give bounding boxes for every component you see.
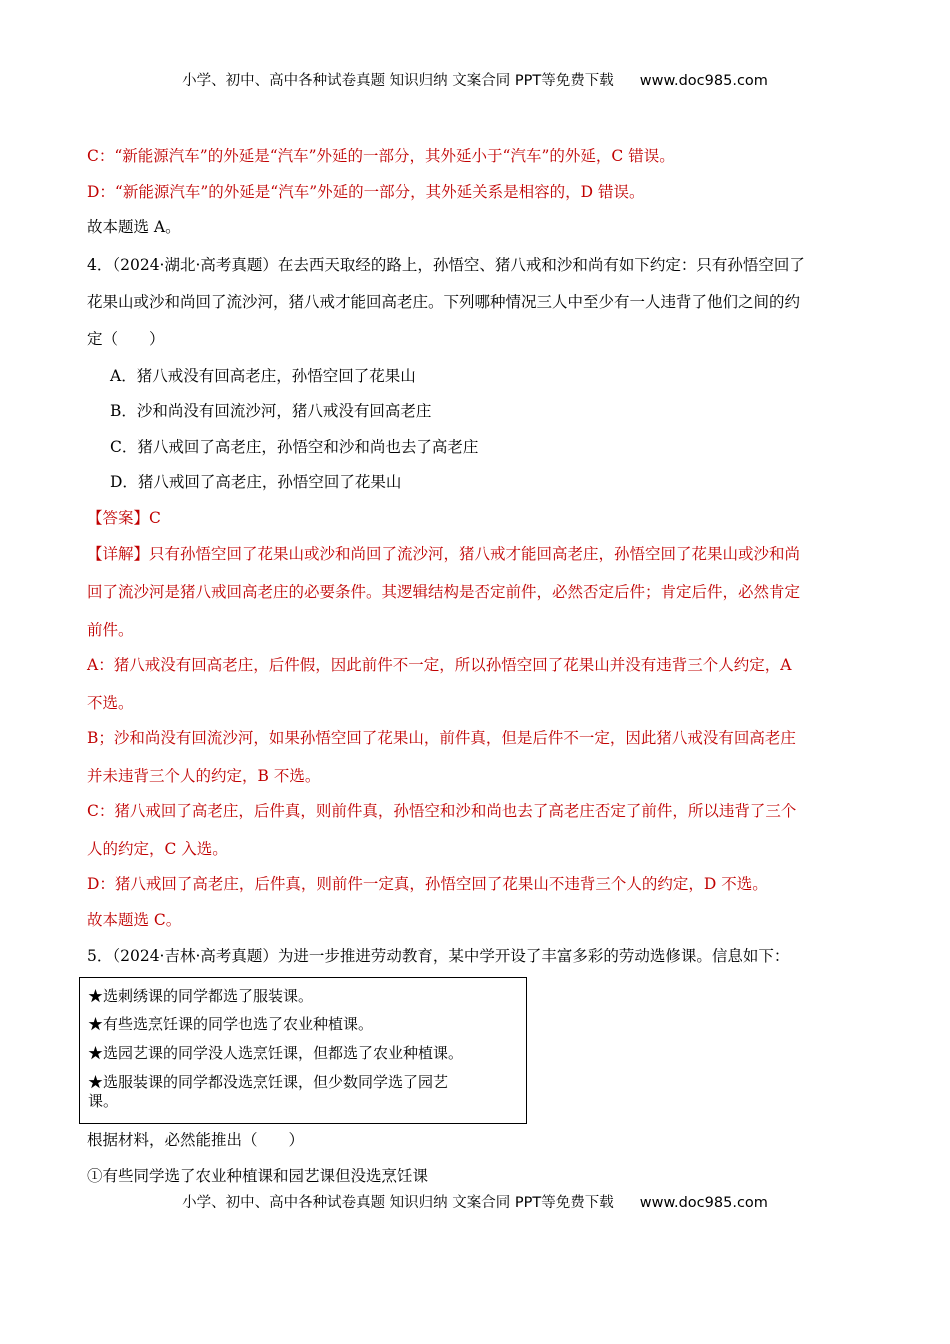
q4-detail-line6: B；沙和尚没有回流沙河，如果孙悟空回了花果山，前件真，但是后件不一定，因此猪八戒没有回高老庄: [87, 729, 796, 747]
q4-detail-line3: 前件。: [87, 621, 134, 639]
prev-option-c-explanation: C：“新能源汽车”的外延是“汽车”外延的一部分，其外延小于“汽车”的外延，C 错误。: [87, 147, 675, 165]
q4-detail-line4: A：猪八戒没有回高老庄，后件假，因此前件不一定，所以孙悟空回了花果山并没有违背三个人约定，A: [87, 656, 792, 674]
q4-detail-line11: 故本题选 C。: [87, 911, 182, 929]
header-text: 小学、初中、高中各种试卷真题 知识归纳 文案合同 PPT等免费下载: [182, 73, 614, 89]
q5-info-item4: ★选服装课的同学都没选烹饪课，但少数同学选了园艺: [88, 1073, 449, 1091]
q5-stem-line1: 5．（2024·吉林·高考真题）为进一步推进劳动教育，某中学开设了丰富多彩的劳动选修课。信息如下：: [87, 947, 790, 965]
q4-detail-line8: C：猪八戒回了高老庄，后件真，则前件真，孙悟空和沙和尚也去了高老庄否定了前件，所以违背了三个: [87, 802, 797, 820]
q5-info-box: [79, 977, 527, 1124]
q4-stem-line1: 4．（2024·湖北·高考真题）在去西天取经的路上，孙悟空、猪八戒和沙和尚有如下约定：只有孙悟空回了: [87, 256, 805, 274]
page-footer: [0, 1191, 950, 1212]
q4-detail-line5: 不选。: [87, 694, 134, 712]
q4-option-a: A．猪八戒没有回高老庄，孙悟空回了花果山: [110, 367, 416, 385]
footer-url[interactable]: www.doc985.com: [639, 1195, 768, 1211]
q5-info-item3: ★选园艺课的同学没人选烹饪课，但都选了农业种植课。: [88, 1044, 464, 1062]
q4-option-d: D．猪八戒回了高老庄，孙悟空回了花果山: [110, 473, 402, 491]
header-url[interactable]: www.doc985.com: [639, 73, 768, 89]
q4-option-c: C．猪八戒回了高老庄，孙悟空和沙和尚也去了高老庄: [110, 438, 479, 456]
q5-info-item4-cont: 课。: [88, 1092, 119, 1110]
footer-text: 小学、初中、高中各种试卷真题 知识归纳 文案合同 PPT等免费下载: [182, 1195, 614, 1211]
q4-detail-line10: D：猪八戒回了高老庄，后件真，则前件一定真，孙悟空回了花果山不违背三个人的约定，D 不选。: [87, 875, 768, 893]
q5-item1: ①有些同学选了农业种植课和园艺课但没选烹饪课: [87, 1167, 429, 1185]
q4-option-b: B．沙和尚没有回流沙河，猪八戒没有回高老庄: [110, 402, 432, 420]
q5-info-item1: ★选刺绣课的同学都选了服装课。: [88, 987, 314, 1005]
q5-prompt: 根据材料，必然能推出（ ）: [87, 1131, 305, 1149]
q4-detail-line2: 回了流沙河是猪八戒回高老庄的必要条件。其逻辑结构是否定前件，必然否定后件；肯定后件，必然肯定: [87, 583, 801, 601]
q4-detail-line9: 人的约定，C 入选。: [87, 840, 228, 858]
prev-conclusion: 故本题选 A。: [87, 218, 181, 236]
prev-option-d-explanation: D：“新能源汽车”的外延是“汽车”外延的一部分，其外延关系是相容的，D 错误。: [87, 183, 645, 201]
q4-detail-line7: 并未违背三个人的约定，B 不选。: [87, 767, 321, 785]
q5-info-item2: ★有些选烹饪课的同学也选了农业种植课。: [88, 1015, 374, 1033]
q4-answer: 【答案】C: [87, 509, 161, 527]
q4-detail-line1: 【详解】只有孙悟空回了花果山或沙和尚回了流沙河，猪八戒才能回高老庄，孙悟空回了花果山或沙和尚: [87, 545, 801, 563]
page-header: [0, 69, 950, 90]
q4-stem-line3: 定（ ）: [87, 330, 165, 348]
q4-stem-line2: 花果山或沙和尚回了流沙河，猪八戒才能回高老庄。下列哪种情况三人中至少有一人违背了他们之间的约: [87, 293, 801, 311]
